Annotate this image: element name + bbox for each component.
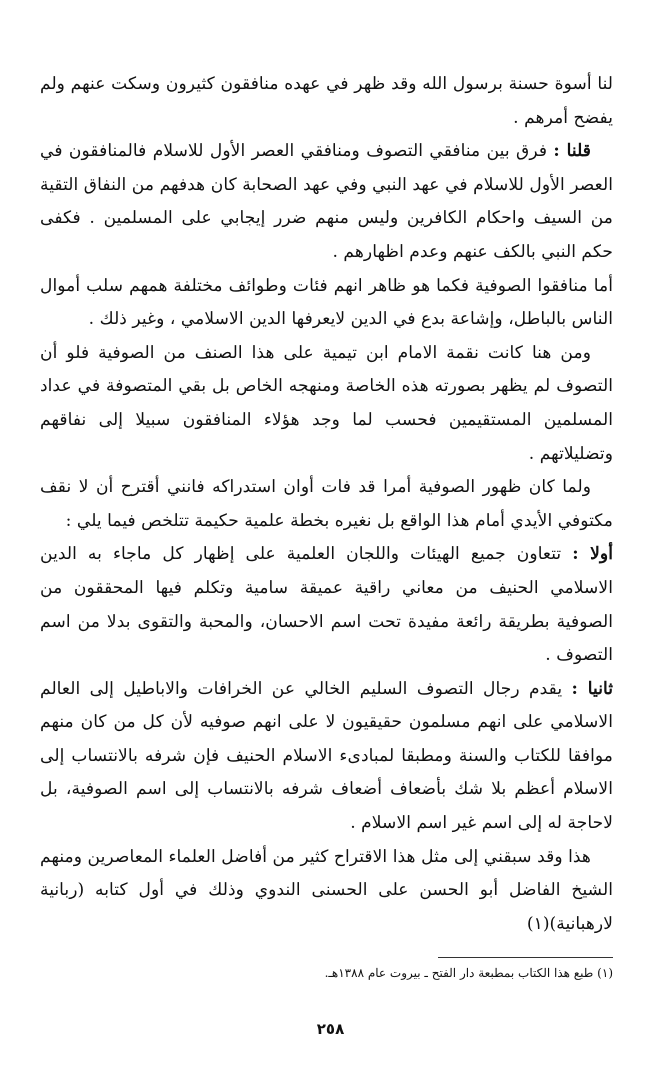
page-number: ٢٥٨ (316, 1020, 345, 1038)
paragraph-2-lead: قلنا : (553, 141, 591, 162)
paragraph-7-text: يقدم رجال التصوف السليم الخالي عن الخرافات والاباطيل إلى العالم الاسلامي على انهم مسلمون حقيقيون لا على انهم صوفيه لأن كل من كان منهم موافقا للكتاب والسنة ومطبقا لمبادىء الاسلام الحنيف فإن شرفه بالانتساب إلى الاسلام أعظم بلا شك بأضعاف أضعاف شرفه بالانتساب إلى اسم الصوفية، بل لاحاجة له إلى اسم غير اسم الاسلام . (40, 678, 613, 834)
paragraph-2-text: فرق بين منافقي التصوف ومنافقي العصر الأول للاسلام فالمنافقون في العصر الأول للاسلام في عهد النبي وفي عهد الصحابة كان هدفهم من النفاق التقية من السيف واحكام الكافرين وليس منهم ضرر إيجابي على المسلمين . فكفى حكم النبي بالكف عنهم وعدم اظهارهم . (40, 141, 613, 262)
paragraph-3: أما منافقوا الصوفية فكما هو ظاهر انهم فئات وطوائف مختلفة همهم سلب أموال الناس بالباطل، وإشاعة بدع في الدين لايعرفها الدين الاسلامي ، وغير ذلك . (40, 275, 613, 330)
paragraph-8: هذا وقد سبقني إلى مثل هذا الاقتراح كثير من أفاضل العلماء المعاصرين ومنهم الشيخ الفاضل أبو الحسن على الحسنى الندوي وذلك في أول كتابه (ربانية لارهبانية)(١) (40, 846, 613, 934)
paragraph-1: لنا أسوة حسنة برسول الله وقد ظهر في عهده منافقون كثيرون وسكت عنهم ولم يفضح أمرهم . (40, 74, 613, 128)
paragraph-6-text: تتعاون جميع الهيئات واللجان العلمية على إظهار كل ماجاء به الدين الاسلامي الحنيف من معاني راقية عميقة سامية وتكلم فيها المحققون من الصوفية بطريقة رائعة مفيدة تحت اسم الاحسان، والمحبة والتقوى بدلا من اسم التصوف . (40, 544, 613, 666)
footnote-divider (438, 957, 613, 958)
body-text (40, 68, 613, 941)
paragraph-4: ومن هنا كانت نقمة الامام ابن تيمية على هذا الصنف من الصوفية فلو أن التصوف لم يظهر بصورته هذه الخاصة ومنهجه الخاص بل بقي المتصوفة في عداد المسلمين المستقيمين فحسب لما وجد هؤلاء المنافقون سبيلا إلى نفاقهم وتضليلاتهم . (40, 342, 613, 464)
paragraph-7-lead: ثانيا : (571, 678, 613, 699)
paragraph-7 (40, 673, 613, 841)
paragraph-5: ولما كان ظهور الصوفية أمرا قد فات أوان استدراكه فانني أقترح أن لا نقف مكتوفي الأيدي أمام هذا الواقع بل نغيره بخطة علمية حكيمة تتلخص فيما يلي : (40, 477, 613, 531)
paragraph-6 (40, 538, 613, 672)
paragraph-6-lead: أولا : (572, 544, 613, 565)
paragraph-2 (40, 135, 613, 269)
footnote: (١) طبع هذا الكتاب بمطبعة دار الفتح ـ بيروت عام ١٣٨٨هـ. (324, 966, 613, 980)
